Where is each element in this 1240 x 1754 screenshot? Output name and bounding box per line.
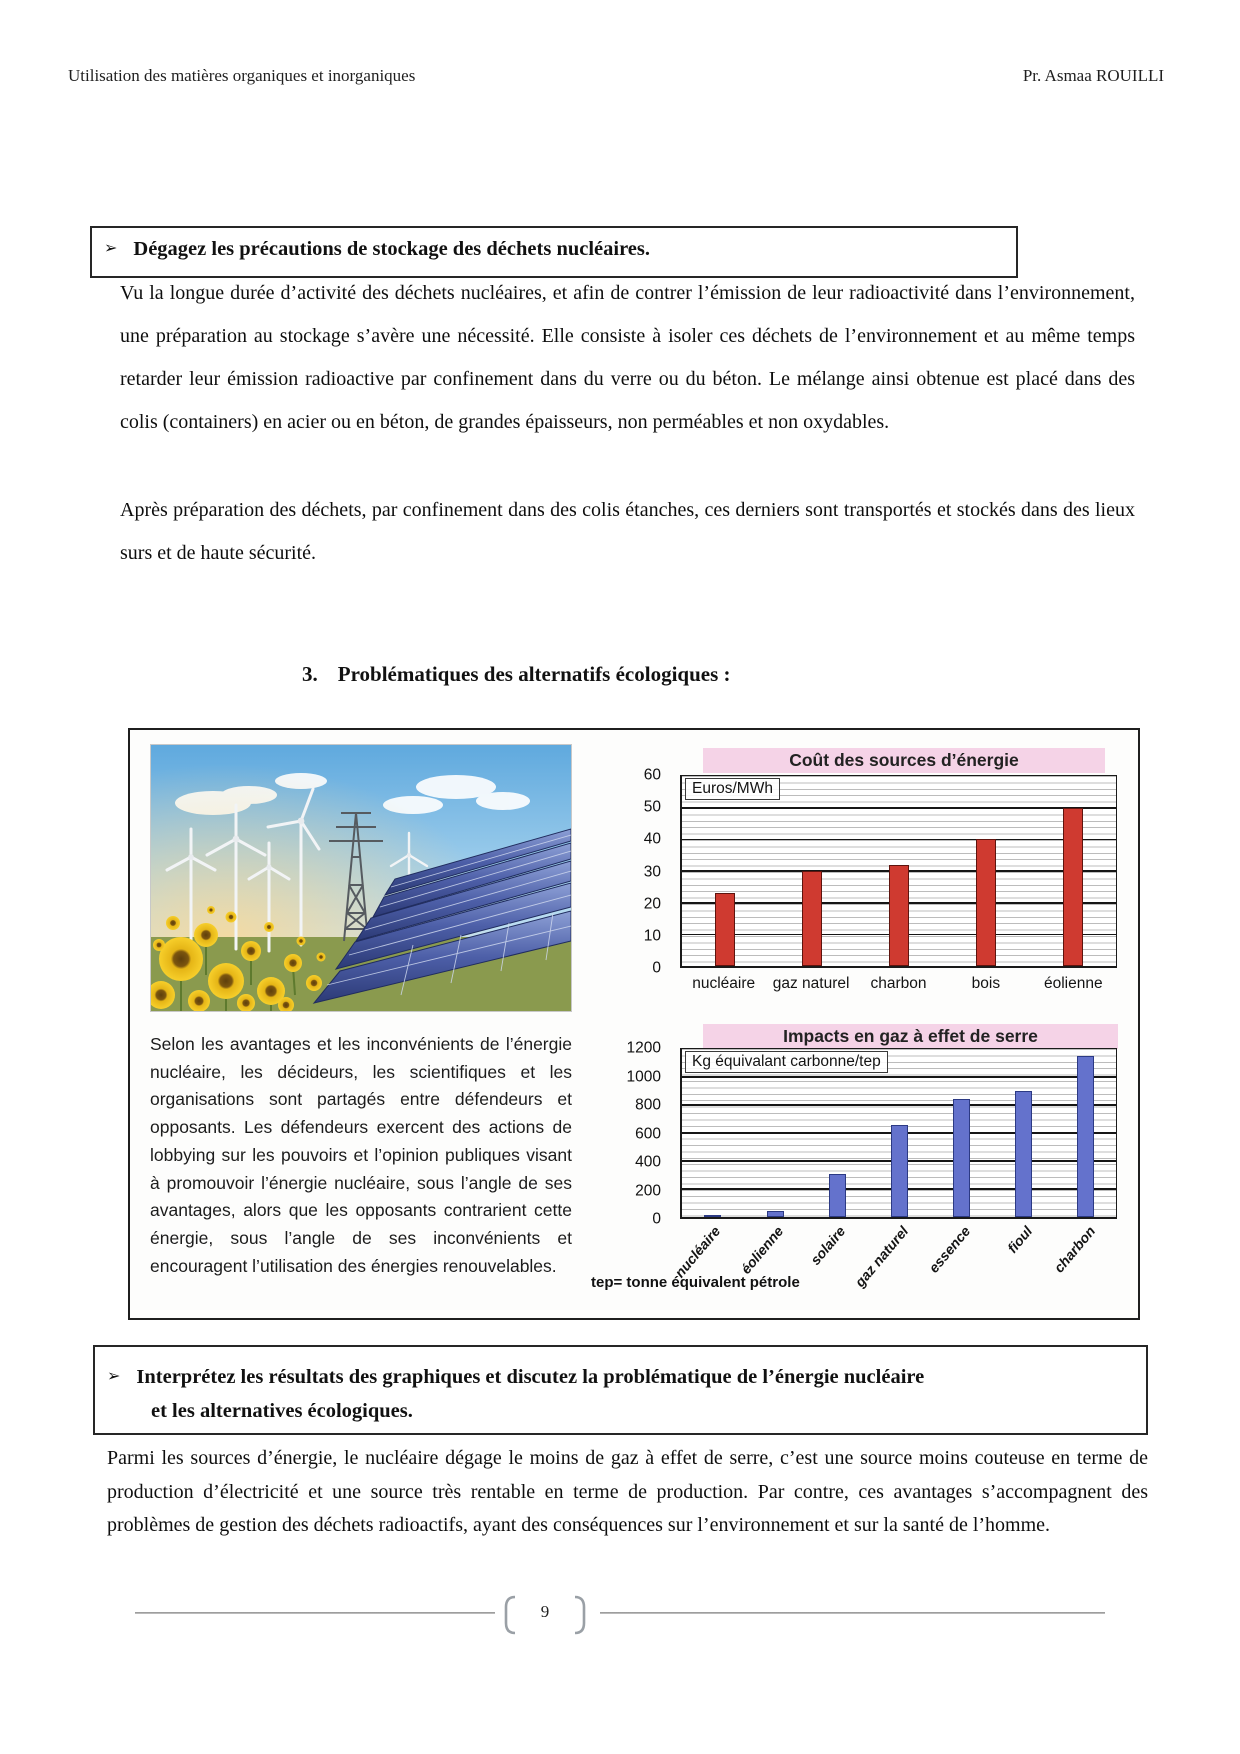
prompt-interpretation-line2: et les alternatives écologiques. (151, 1400, 413, 1422)
bar-bois (976, 839, 996, 966)
gridline (682, 807, 1116, 809)
bar-essence (953, 1099, 970, 1217)
bar-éolienne (1063, 808, 1083, 966)
y-tick-label: 50 (643, 798, 661, 816)
y-tick-label: 0 (652, 1210, 661, 1228)
left-bracket-icon (502, 1594, 518, 1636)
x-label-nucléaire: nucléaire (671, 1223, 724, 1281)
footer-rule-right (600, 1612, 1105, 1614)
x-axis (680, 975, 1117, 999)
gridline (682, 1076, 1116, 1078)
section-number: 3. (302, 662, 318, 686)
prompt-storage-heading: Dégagez les précautions de stockage des déchets nucléaires. (133, 238, 651, 260)
page-number: 9 (540, 1602, 550, 1621)
section-title: Problématiques des alternatifs écologiques : (337, 662, 731, 686)
storage-paragraph-1: Vu la longue durée d’activité des déchets nucléaires, et afin de contrer l’émission de leur radioactivité dans l’environnement, une préparation au stockage s’avère une nécessité. Elle consiste à isoler ces déchets de l’environnement et au même temps retarder leur émission radioactive par confinement dans du verre ou du béton. Le mélange ainsi obtenue est placé dans des colis (containers) en acier ou en béton, de grandes épaisseurs, non perméables et non oxydables. (120, 282, 1135, 433)
y-tick-label: 800 (635, 1096, 661, 1114)
arrow-bullet-icon: ➢ (104, 238, 118, 257)
section-heading-alternatives (302, 662, 731, 687)
prompt-box-storage (90, 226, 1018, 278)
renewable-energy-photo (150, 744, 572, 1012)
plot-area (680, 775, 1117, 968)
x-label-charbon: charbon (870, 975, 927, 992)
y-tick-label: 1200 (626, 1039, 661, 1057)
photo-illustration (151, 745, 571, 1011)
tep-footnote: tep= tonne équivalent pétrole (591, 1274, 800, 1291)
bar-nucléaire (715, 893, 735, 966)
y-axis (585, 766, 671, 977)
footer-rule-left (135, 1612, 495, 1614)
y-tick-label: 600 (635, 1124, 661, 1142)
x-label-gaz naturel: gaz naturel (850, 1223, 911, 1290)
chart-title: Coût des sources d’énergie (703, 748, 1105, 773)
x-label-fioul: fioul (1004, 1223, 1036, 1256)
figure-text-block: Selon les avantages et les inconvénients de l’énergie nucléaire, les décideurs, les scientifiques et les organisations sont partagés entre défendeurs et opposants. Les défendeurs exercent des actions de lobbying sur les pouvoirs et l’opinion publiques visant à promouvoir l’énergie nucléaire, sous l’angle de ses avantages, alors que les opposants contrarient cette énergie, sous l’angle de ses inconvénients et encouragent l’utilisation des énergies renouvelables. (150, 1034, 572, 1276)
y-tick-label: 200 (635, 1181, 661, 1199)
y-tick-label: 20 (643, 895, 661, 913)
y-tick-label: 10 (643, 927, 661, 945)
x-label-essence: essence (925, 1223, 974, 1276)
bar-charbon (889, 865, 909, 966)
prompt-interpretation-line1: Interprétez les résultats des graphiques et discutez la problématique de l’énergie nucléaire (136, 1366, 925, 1388)
y-unit-label: Kg équivalant carbonne/tep (685, 1051, 888, 1073)
plot-area (680, 1048, 1117, 1219)
y-axis (585, 1039, 671, 1228)
header-professor-name: Pr. Asmaa ROUILLI (1022, 66, 1164, 85)
x-label-nucléaire: nucléaire (692, 975, 756, 992)
gridline (682, 839, 1116, 841)
y-tick-label: 400 (635, 1153, 661, 1171)
x-label-bois: bois (971, 975, 1001, 992)
storage-paragraph-2: Après préparation des déchets, par confinement dans des colis étanches, ces derniers sont transportés et stockés dans des lieux surs et de haute sécurité. (120, 499, 1135, 564)
cost-of-energy-chart (585, 742, 1133, 1000)
header-course-title: Utilisation des matières organiques et inorganiques (68, 66, 416, 85)
bar-éolienne (767, 1211, 784, 1217)
y-unit-label: Euros/MWh (685, 778, 780, 800)
prompt-box-interpretation (93, 1345, 1148, 1435)
bar-gaz naturel (802, 871, 822, 966)
x-label-charbon: charbon (1050, 1223, 1099, 1276)
y-tick-label: 0 (652, 959, 661, 977)
y-tick-label: 1000 (626, 1067, 661, 1085)
bar-gaz naturel (891, 1125, 908, 1217)
bar-charbon (1077, 1056, 1094, 1217)
y-tick-label: 30 (643, 862, 661, 880)
x-label-éolienne: éolienne (1043, 975, 1103, 992)
bar-solaire (829, 1174, 846, 1217)
gridline (682, 1104, 1116, 1106)
y-tick-label: 60 (643, 766, 661, 784)
right-bracket-icon (572, 1594, 588, 1636)
x-label-éolienne: éolienne (737, 1223, 786, 1277)
bar-fioul (1015, 1091, 1032, 1217)
interpretation-paragraph: Parmi les sources d’énergie, le nucléaire dégage le moins de gaz à effet de serre, c’est une source moins couteuse en terme de production d’électricité et une source très rentable en terme de production. Par contre, ces avantages s’accompagnent des problèmes de gestion des déchets radioactifs, ayant des conséquences sur l’environnement et sur la santé de l’homme. (107, 1447, 1148, 1536)
x-label-solaire: solaire (807, 1223, 849, 1268)
y-tick-label: 40 (643, 830, 661, 848)
x-label-gaz naturel: gaz naturel (772, 975, 850, 992)
bar-nucléaire (704, 1215, 721, 1217)
greenhouse-gas-chart (585, 1026, 1133, 1318)
arrow-bullet-icon: ➢ (107, 1366, 121, 1385)
chart-title: Impacts en gaz à effet de serre (703, 1024, 1118, 1049)
